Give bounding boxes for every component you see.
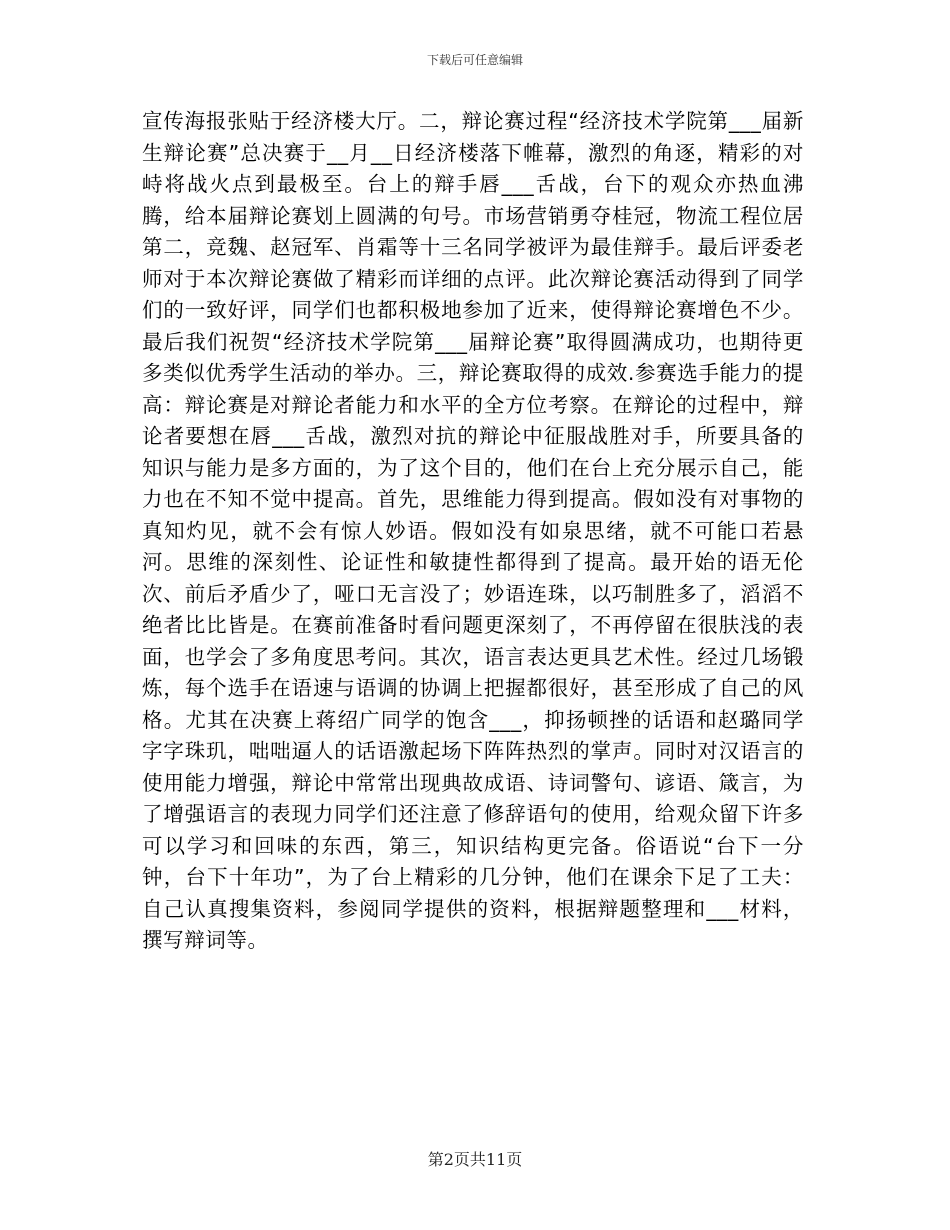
page-header-note: 下载后可任意编辑: [426, 53, 523, 67]
document-body-text: 宣传海报张贴于经济楼大厅。二，辩论赛过程“经济技术学院第___届新生辩论赛”总决赛于__月__日经济楼落下帷幕，激烈的角逐，精彩的对峙将战火点到最极至。台上的辩手唇___舌战，台下的观众亦热血沸腾，给本届辩论赛划上圆满的句号。市场营销勇夺桂冠，物流工程位居第二，竞魏、赵冠军、肖霜等十三名同学被评为最佳辩手。最后评委老师对于本次辩论赛做了精彩而详细的点评。此次辩论赛活动得到了同学们的一致好评，同学们也都积极地参加了近来，使得辩论赛增色不少。最后我们祝贺“经济技术学院第___届辩论赛”取得圆满成功，也期待更多类似优秀学生活动的举办。三，辩论赛取得的成效.参赛选手能力的提高：辩论赛是对辩论者能力和水平的全方位考察。在辩论的过程中，辩论者要想在唇___舌战，激烈对抗的辩论中征服战胜对手，所要具备的知识与能力是多方面的，为了这个目的，他们在台上充分展示自己，能力也在不知不觉中提高。首先，思维能力得到提高。假如没有对事物的真知灼见，就不会有惊人妙语。假如没有如泉思绪，就不可能口若悬河。思维的深刻性、论证性和敏捷性都得到了提高。最开始的语无伦次、前后矛盾少了，哑口无言没了；妙语连珠，以巧制胜多了，滔滔不绝者比比皆是。在赛前准备时看问题更深刻了，不再停留在很肤浅的表面，也学会了多角度思考问。其次，语言表达更具艺术性。经过几场锻炼，每个选手在语速与语调的协调上把握都很好，甚至形成了自己的风格。尤其在决赛上蒋绍广同学的饱含___，抑扬顿挫的话语和赵璐同学字字珠玑，咄咄逼人的话语激起场下阵阵热烈的掌声。同时对汉语言的使用能力增强，辩论中常常出现典故成语、诗词警句、谚语、箴言，为了增强语言的表现力同学们还注意了修辞语句的使用，给观众留下许多可以学习和回味的东西，第三，知识结构更完备。俗语说“台下一分钟，台下十年功”，为了台上精彩的几分钟，他们在课余下足了工夫：自己认真搜集资料，参阅同学提供的资料，根据辩题整理和___材料，撰写辩词等。: [142, 109, 804, 952]
page-number: 第2页共11页: [427, 1150, 523, 1169]
